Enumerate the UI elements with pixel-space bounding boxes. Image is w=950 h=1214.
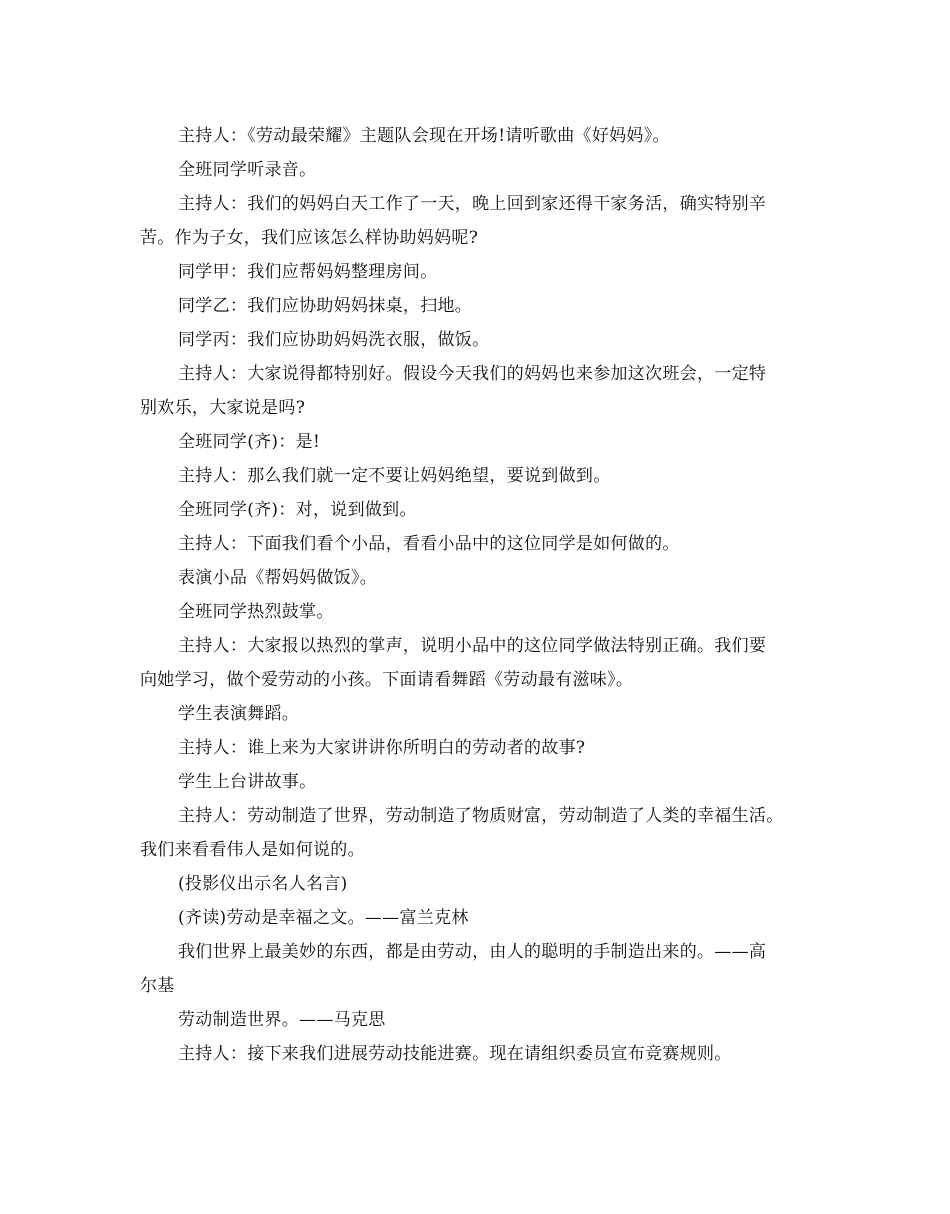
paragraph-line: (投影仪出示名人名言) xyxy=(178,874,348,894)
paragraph-line: 全班同学(齐)：对，说到做到。 xyxy=(178,500,417,520)
paragraph-line: 主持人：《劳动最荣耀》主题队会现在开场!请听歌曲《好妈妈》。 xyxy=(178,126,670,146)
paragraph-line: 学生表演舞蹈。 xyxy=(178,704,300,724)
paragraph-line: 主持人：那么我们就一定不要让妈妈绝望，要说到做到。 xyxy=(178,466,611,486)
paragraph-line: 同学丙：我们应协助妈妈洗衣服，做饭。 xyxy=(178,330,490,350)
paragraph-line: 全班同学(齐)：是! xyxy=(178,432,321,452)
paragraph-line: 苦。作为子女，我们应该怎么样协助妈妈呢? xyxy=(140,228,479,248)
paragraph-line: 主持人：劳动制造了世界，劳动制造了物质财富，劳动制造了人类的幸福生活。 xyxy=(178,806,784,826)
paragraph-line: 全班同学热烈鼓掌。 xyxy=(178,602,334,622)
paragraph-line: 学生上台讲故事。 xyxy=(178,772,317,792)
paragraph-line: 主持人：下面我们看个小品，看看小品中的这位同学是如何做的。 xyxy=(178,534,680,554)
paragraph-line: 同学乙：我们应协助妈妈抹桌，扫地。 xyxy=(178,296,473,316)
paragraph-line: 主持人：我们的妈妈白天工作了一天，晚上回到家还得干家务活，确实特别辛 xyxy=(178,194,767,214)
paragraph-line: 主持人：谁上来为大家讲讲你所明白的劳动者的故事? xyxy=(178,738,586,758)
paragraph-line: 表演小品《帮妈妈做饭》。 xyxy=(178,568,378,588)
paragraph-line: 主持人：大家说得都特别好。假设今天我们的妈妈也来参加这次班会，一定特 xyxy=(178,364,767,384)
paragraph-line: 向她学习，做个爱劳动的小孩。下面请看舞蹈《劳动最有滋味》。 xyxy=(140,670,634,690)
paragraph-line: 主持人：大家报以热烈的掌声，说明小品中的这位同学做法特别正确。我们要 xyxy=(178,636,767,656)
paragraph-line: 别欢乐，大家说是吗? xyxy=(140,398,306,418)
paragraph-line: 我们世界上最美妙的东西，都是由劳动，由人的聪明的手制造出来的。——高 xyxy=(178,942,767,962)
paragraph-line: 我们来看看伟人是如何说的。 xyxy=(140,840,365,860)
paragraph-line: 尔基 xyxy=(140,976,175,996)
paragraph-line: 同学甲：我们应帮妈妈整理房间。 xyxy=(178,262,438,282)
paragraph-line: 主持人：接下来我们进展劳动技能进赛。现在请组织委员宣布竞赛规则。 xyxy=(178,1044,732,1064)
paragraph-line: (齐读)劳动是幸福之文。——富兰克林 xyxy=(178,908,469,928)
paragraph-line: 劳动制造世界。——马克思 xyxy=(178,1010,386,1030)
paragraph-line: 全班同学听录音。 xyxy=(178,160,317,180)
